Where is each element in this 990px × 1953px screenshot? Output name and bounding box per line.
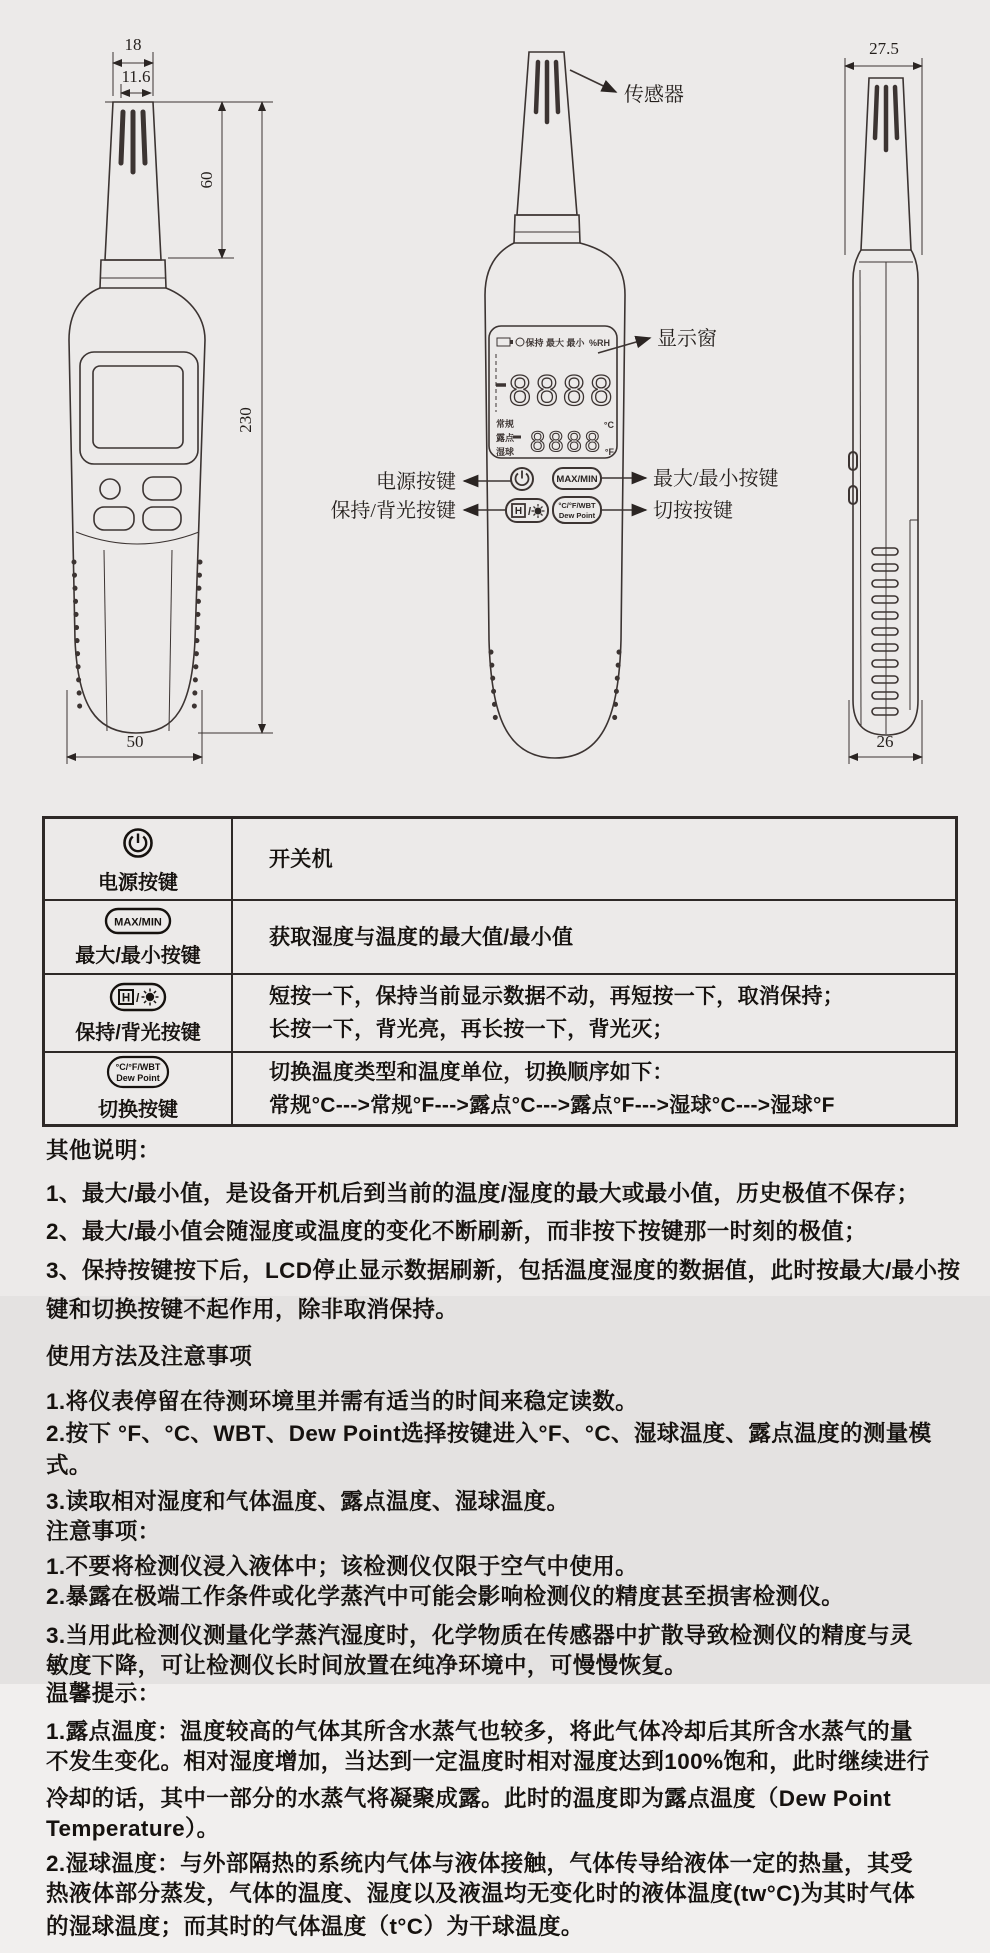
technical-drawings [0,0,990,800]
cf-button-line2: Dew Point [558,511,596,520]
power-callout-label: 电源按键 [376,471,456,493]
table-desc-line: 获取湿度与温度的最大值/最小值 [269,925,574,949]
table-label-power: 电源按键 [98,871,178,894]
usage-heading: 使用方法及注意事项 [46,1344,253,1369]
lcd-main-digits: 8888 [507,369,617,415]
dim-11-6-label: 11.6 [121,67,151,86]
table-label-switch: 切换按键 [98,1099,178,1121]
dim-18-label: 18 [124,35,142,54]
cf-icon-line1: °C/°F/WBT [115,1062,161,1072]
front-lcd-window [93,366,183,448]
lcd-misc-icon [516,338,524,346]
mid-lcd [489,326,617,458]
notes-heading: 其他说明： [46,1138,161,1163]
table-desc-power [233,819,955,899]
dim-11-6 [121,67,151,98]
table-desc-switch [233,1051,955,1124]
dim-26-label: 26 [876,732,894,751]
lcd-status-row: 保持 最大 最小 [525,338,585,348]
usage-line: 1.不要将检测仪浸入液体中；该检测仪仅限于空气中使用。 [46,1554,639,1579]
usage-line: 注意事项： [46,1519,161,1544]
table-desc-line: 开关机 [269,847,333,871]
dim-50 [67,690,202,764]
table-row-switch-key [45,1051,233,1124]
front-power-button [100,479,120,499]
battery-icon-tip [510,340,513,344]
table-desc-line: 长按一下，背光亮，再长按一下，背光灭； [269,1018,674,1041]
cf-button-line1: °C/°F/WBT [558,501,596,510]
table-desc-hold [233,973,955,1051]
notes-line: 2、最大/最小值会随湿度或温度的变化不断刷新，而非按下按键那一时刻的极值； [46,1219,868,1244]
table-desc-line: 常规°C--->常规°F--->露点°C--->露点°F--->湿球°C--->湿球°F [269,1093,835,1117]
notes-line: 键和切换按键不起作用，除非取消保持。 [46,1297,459,1322]
notes-line: 1、最大/最小值，是设备开机后到当前的温度/湿度的最大或最小值，历史极值不保存； [46,1181,920,1206]
table-desc-line: 切换温度类型和温度单位，切换顺序如下： [269,1060,674,1084]
dim-27-5-label: 27.5 [869,39,899,58]
sensor-callout-label: 传感器 [624,84,684,106]
maxmin-callout-label: 最大/最小按键 [653,468,779,490]
table-desc-line: 短按一下，保持当前显示数据不动，再短按一下，取消保持； [269,985,845,1008]
hold-h-label: H [514,506,523,517]
switch-callout-label: 切按按键 [653,500,733,522]
lcd-sub-digits: 8888 [529,427,603,458]
dim-230 [198,102,273,733]
callout-view-drawing [330,52,778,758]
display-callout-label: 显示窗 [657,328,717,350]
front-view-drawing [67,35,273,764]
lcd-row-dew: 露点 [496,433,515,443]
front-switch-button [143,507,181,530]
front-panel-bottom-edge [76,532,199,544]
bulb-icon [532,504,545,518]
side-vent-slots [872,548,898,715]
usage-line: 敏度下降，可让检测仪长时间放置在纯净环境中，可慢慢恢复。 [46,1653,688,1678]
table-label-hold: 保持/背光按键 [75,1021,201,1044]
lcd-row-normal: 常规 [496,419,515,429]
maxmin-icon-label: MAX/MIN [114,916,162,928]
dim-60 [168,102,234,258]
mid-buttons [506,468,601,523]
hold-icon-slash: / [136,990,140,1005]
usage-line: 2.湿球温度：与外部隔热的系统内气体与液体接触，气体传导给液体一定的热量，其受 [46,1851,913,1876]
table-label-maxmin: 最大/最小按键 [75,944,201,967]
usage-line: 2.按下 °F、°C、WBT、Dew Point选择按键进入°F、°C、湿球温度、露点温度的测量模 [46,1421,932,1446]
usage-line: 1.露点温度：温度较高的气体其所含水蒸气也较多，将此气体冷却后其所含水蒸气的量 [46,1719,913,1744]
dim-50-label: 50 [126,732,144,751]
mid-sensor [517,52,577,215]
usage-line: 温馨提示： [46,1681,161,1706]
usage-line: 不发生变化。相对湿度增加，当达到一定温度时相对湿度达到100%饱和，此时继续进行 [46,1749,930,1774]
dim-18 [113,35,153,96]
hold-backlight-icon [109,982,167,1012]
notes-line: 3、保持按键按下后，LCD停止显示数据刷新，包括温度湿度的数据值，此时按最大/最小按 [46,1258,961,1283]
mid-grip-right [614,652,619,728]
table-row-hold-key [45,973,233,1051]
mid-grip-left [491,652,496,728]
power-icon [118,824,158,862]
usage-line: 式。 [46,1453,92,1478]
hold-callout-label: 保持/背光按键 [330,500,456,522]
usage-line: 2.暴露在极端工作条件或化学蒸汽中可能会影响检测仪的精度甚至损害检测仪。 [46,1584,845,1609]
cf-switch-icon [106,1055,170,1089]
usage-line: 3.当用此检测仪测量化学蒸汽湿度时，化学物质在传感器中扩散导致检测仪的精度与灵 [46,1623,913,1648]
usage-line: 1.将仪表停留在待测环境里并需有适当的时间来稳定读数。 [46,1389,639,1414]
mid-body [485,243,625,758]
side-view-drawing [845,39,922,764]
lcd-unit-f: °F [604,447,614,457]
lcd-rh-label: %RH [588,338,610,348]
dim-60-label: 60 [197,171,216,189]
front-body [69,288,205,733]
usage-line: 的湿球温度；而其时的气体温度（t°C）为干球温度。 [46,1914,584,1939]
side-body [849,250,918,735]
hold-icon-h: H [121,992,131,1004]
front-hold-button [94,507,134,530]
mid-neck [514,215,580,243]
lcd-row-wet: 湿球 [496,447,515,457]
table-row-maxmin-key [45,899,233,973]
battery-icon [497,338,510,346]
maxmin-icon [104,907,172,935]
table-row-power-key [45,819,233,899]
button-function-table [42,816,958,1127]
front-neck [100,260,166,288]
usage-line: 3.读取相对湿度和气体温度、露点温度、湿球温度。 [46,1489,570,1514]
front-maxmin-button [143,477,181,500]
cf-icon-line2: Dew Point [116,1073,160,1083]
usage-line: Temperature）。 [46,1816,220,1841]
usage-line: 冷却的话，其中一部分的水蒸气将凝聚成露。此时的温度即为露点温度（Dew Point [46,1786,892,1811]
hold-slash: / [528,506,532,518]
front-sensor [105,102,161,260]
usage-line: 热液体部分蒸发，气体的温度、湿度以及液温均无变化时的液体温度(tw°C)为其时气体 [46,1881,916,1906]
table-desc-maxmin [233,899,955,973]
maxmin-button-label: MAX/MIN [556,474,598,485]
lcd-unit-c: °C [603,420,614,430]
bulb-icon [142,988,159,1005]
dim-230-label: 230 [236,407,255,433]
side-sensor [861,78,911,250]
